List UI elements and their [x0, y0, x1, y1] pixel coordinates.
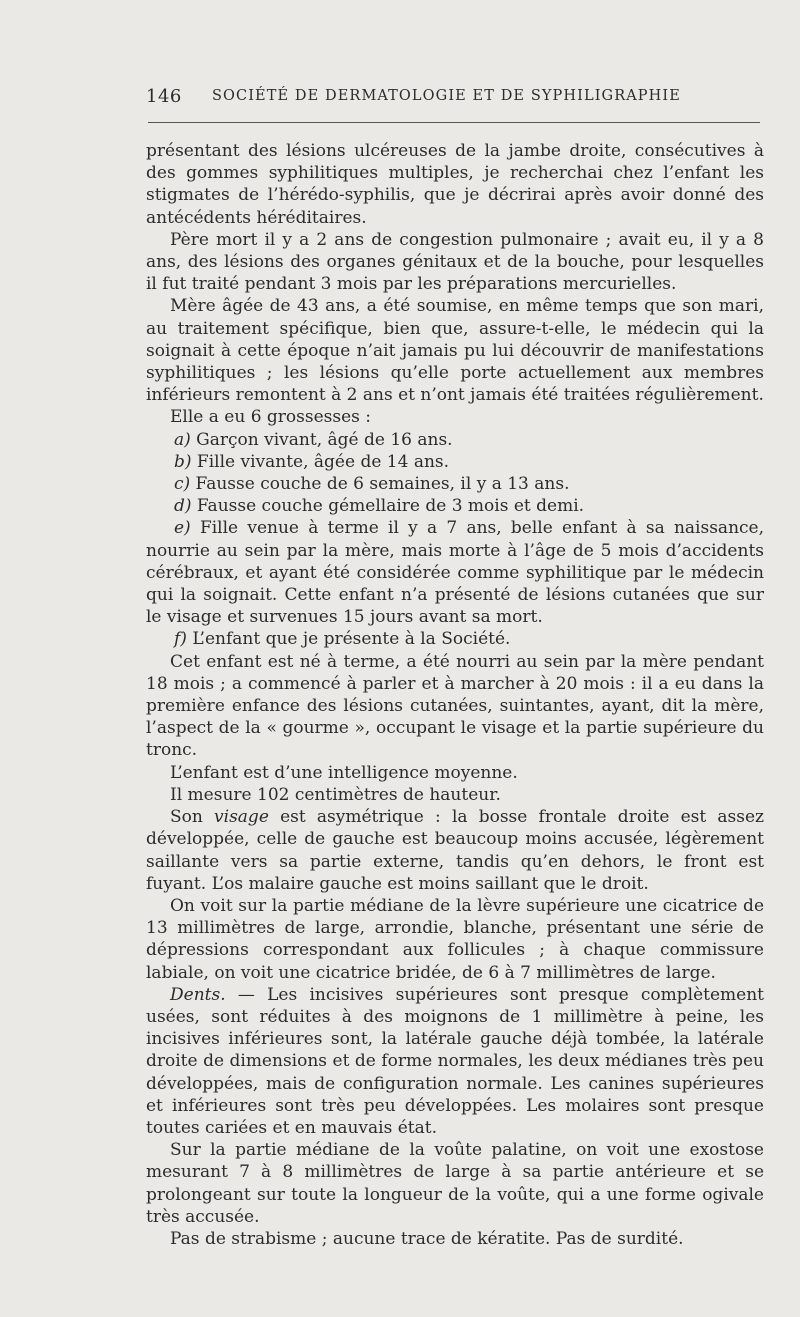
header-rule [148, 122, 760, 123]
paragraph: Mère âgée de 43 ans, a été soumise, en même temps que son mari, au traitement spécifique, bien que, assure-t-elle, le médecin qui la soignait à cette époque n’ait jamais pu lui découvrir de manifestations syphilitiques ; les lésions qu’elle porte actuellement aux membres inférieurs remontent à 2 ans et n’ont jamais été traitées régulièrement. [146, 296, 764, 406]
list-item: f) L’enfant que je présente à la Société. [174, 629, 511, 650]
paragraph: présentant des lésions ulcéreuses de la jambe droite, consécutives à des gommes syphilitiques multiples, je recherchai chez l’enfant les stigmates de l’hérédo-syphilis, que je décrirai après avoir donné des antécédents héréditaires. [146, 141, 764, 228]
paragraph: L’enfant est d’une intelligence moyenne. [170, 762, 518, 783]
list-item: b) Fille vivante, âgée de 14 ans. [174, 451, 450, 472]
page-number: 146 [146, 86, 182, 107]
paragraph: Son visage est asymétrique : la bosse frontale droite est assez développée, celle de gauche est beaucoup moins accusée, légèrement saillante vers sa partie externe, tandis qu’en dehors, le front est fuyant. L’os malaire gauche est moins saillant que le droit. [146, 807, 764, 894]
body-text [146, 140, 764, 1250]
paragraph: Dents. — Les incisives supérieures sont presque complètement usées, sont réduites à des moignons de 1 millimètre à peine, les incisives inférieures sont, la latérale gauche déjà tombée, la latérale droite de dimensions et de forme normales, les deux médianes très peu développées, mais de configuration normale. Les canines supérieures et inférieures sont très peu développées. Les molaires sont presque toutes cariées et en mauvais état. [146, 984, 764, 1138]
page-header [146, 86, 760, 120]
paragraph: Sur la partie médiane de la voûte palatine, on voit une exostose mesurant 7 à 8 millimètres de large à sa partie antérieure et se prolongeant sur toute la longueur de la voûte, qui a une forme ogivale très accusée. [146, 1140, 764, 1227]
paragraph: Cet enfant est né à terme, a été nourri au sein par la mère pendant 18 mois ; a commencé à parler et à marcher à 20 mois : il a eu dans la première enfance des lésions cutanées, suintantes, ayant, dit la mère, l’aspect de la « gourme », occupant le visage et la partie supérieure du tronc. [146, 651, 764, 761]
running-title: SOCIÉTÉ DE DERMATOLOGIE ET DE SYPHILIGRAPHIE [212, 88, 681, 104]
paragraph: Pas de strabisme ; aucune trace de kératite. Pas de surdité. [170, 1228, 684, 1249]
list-item: a) Garçon vivant, âgé de 16 ans. [174, 429, 453, 450]
list-item: e) Fille venue à terme il y a 7 ans, belle enfant à sa naissance, nourrie au sein par la mère, mais morte à l’âge de 5 mois d’accidents cérébraux, et ayant été considérée comme syphilitique par le médecin qui la soignait. Cette enfant n’a présenté de lésions cutanées que sur le visage et survenues 15 jours avant sa mort. [146, 518, 764, 628]
paragraph: Elle a eu 6 grossesses : [170, 407, 372, 428]
paragraph: Il mesure 102 centimètres de hauteur. [170, 784, 501, 805]
list-item: c) Fausse couche de 6 semaines, il y a 13 ans. [174, 474, 570, 495]
paragraph: Père mort il y a 2 ans de congestion pulmonaire ; avait eu, il y a 8 ans, des lésions des organes génitaux et de la bouche, pour lesquelles il fut traité pendant 3 mois par les préparations mercurielles. [146, 229, 764, 295]
list-item: d) Fausse couche gémellaire de 3 mois et demi. [174, 496, 585, 517]
paragraph: On voit sur la partie médiane de la lèvre supérieure une cicatrice de 13 millimètres de large, arrondie, blanche, présentant une série de dépressions correspondant aux follicules ; à chaque commissure labiale, on voit une cicatrice bridée, de 6 à 7 millimètres de large. [146, 895, 764, 983]
